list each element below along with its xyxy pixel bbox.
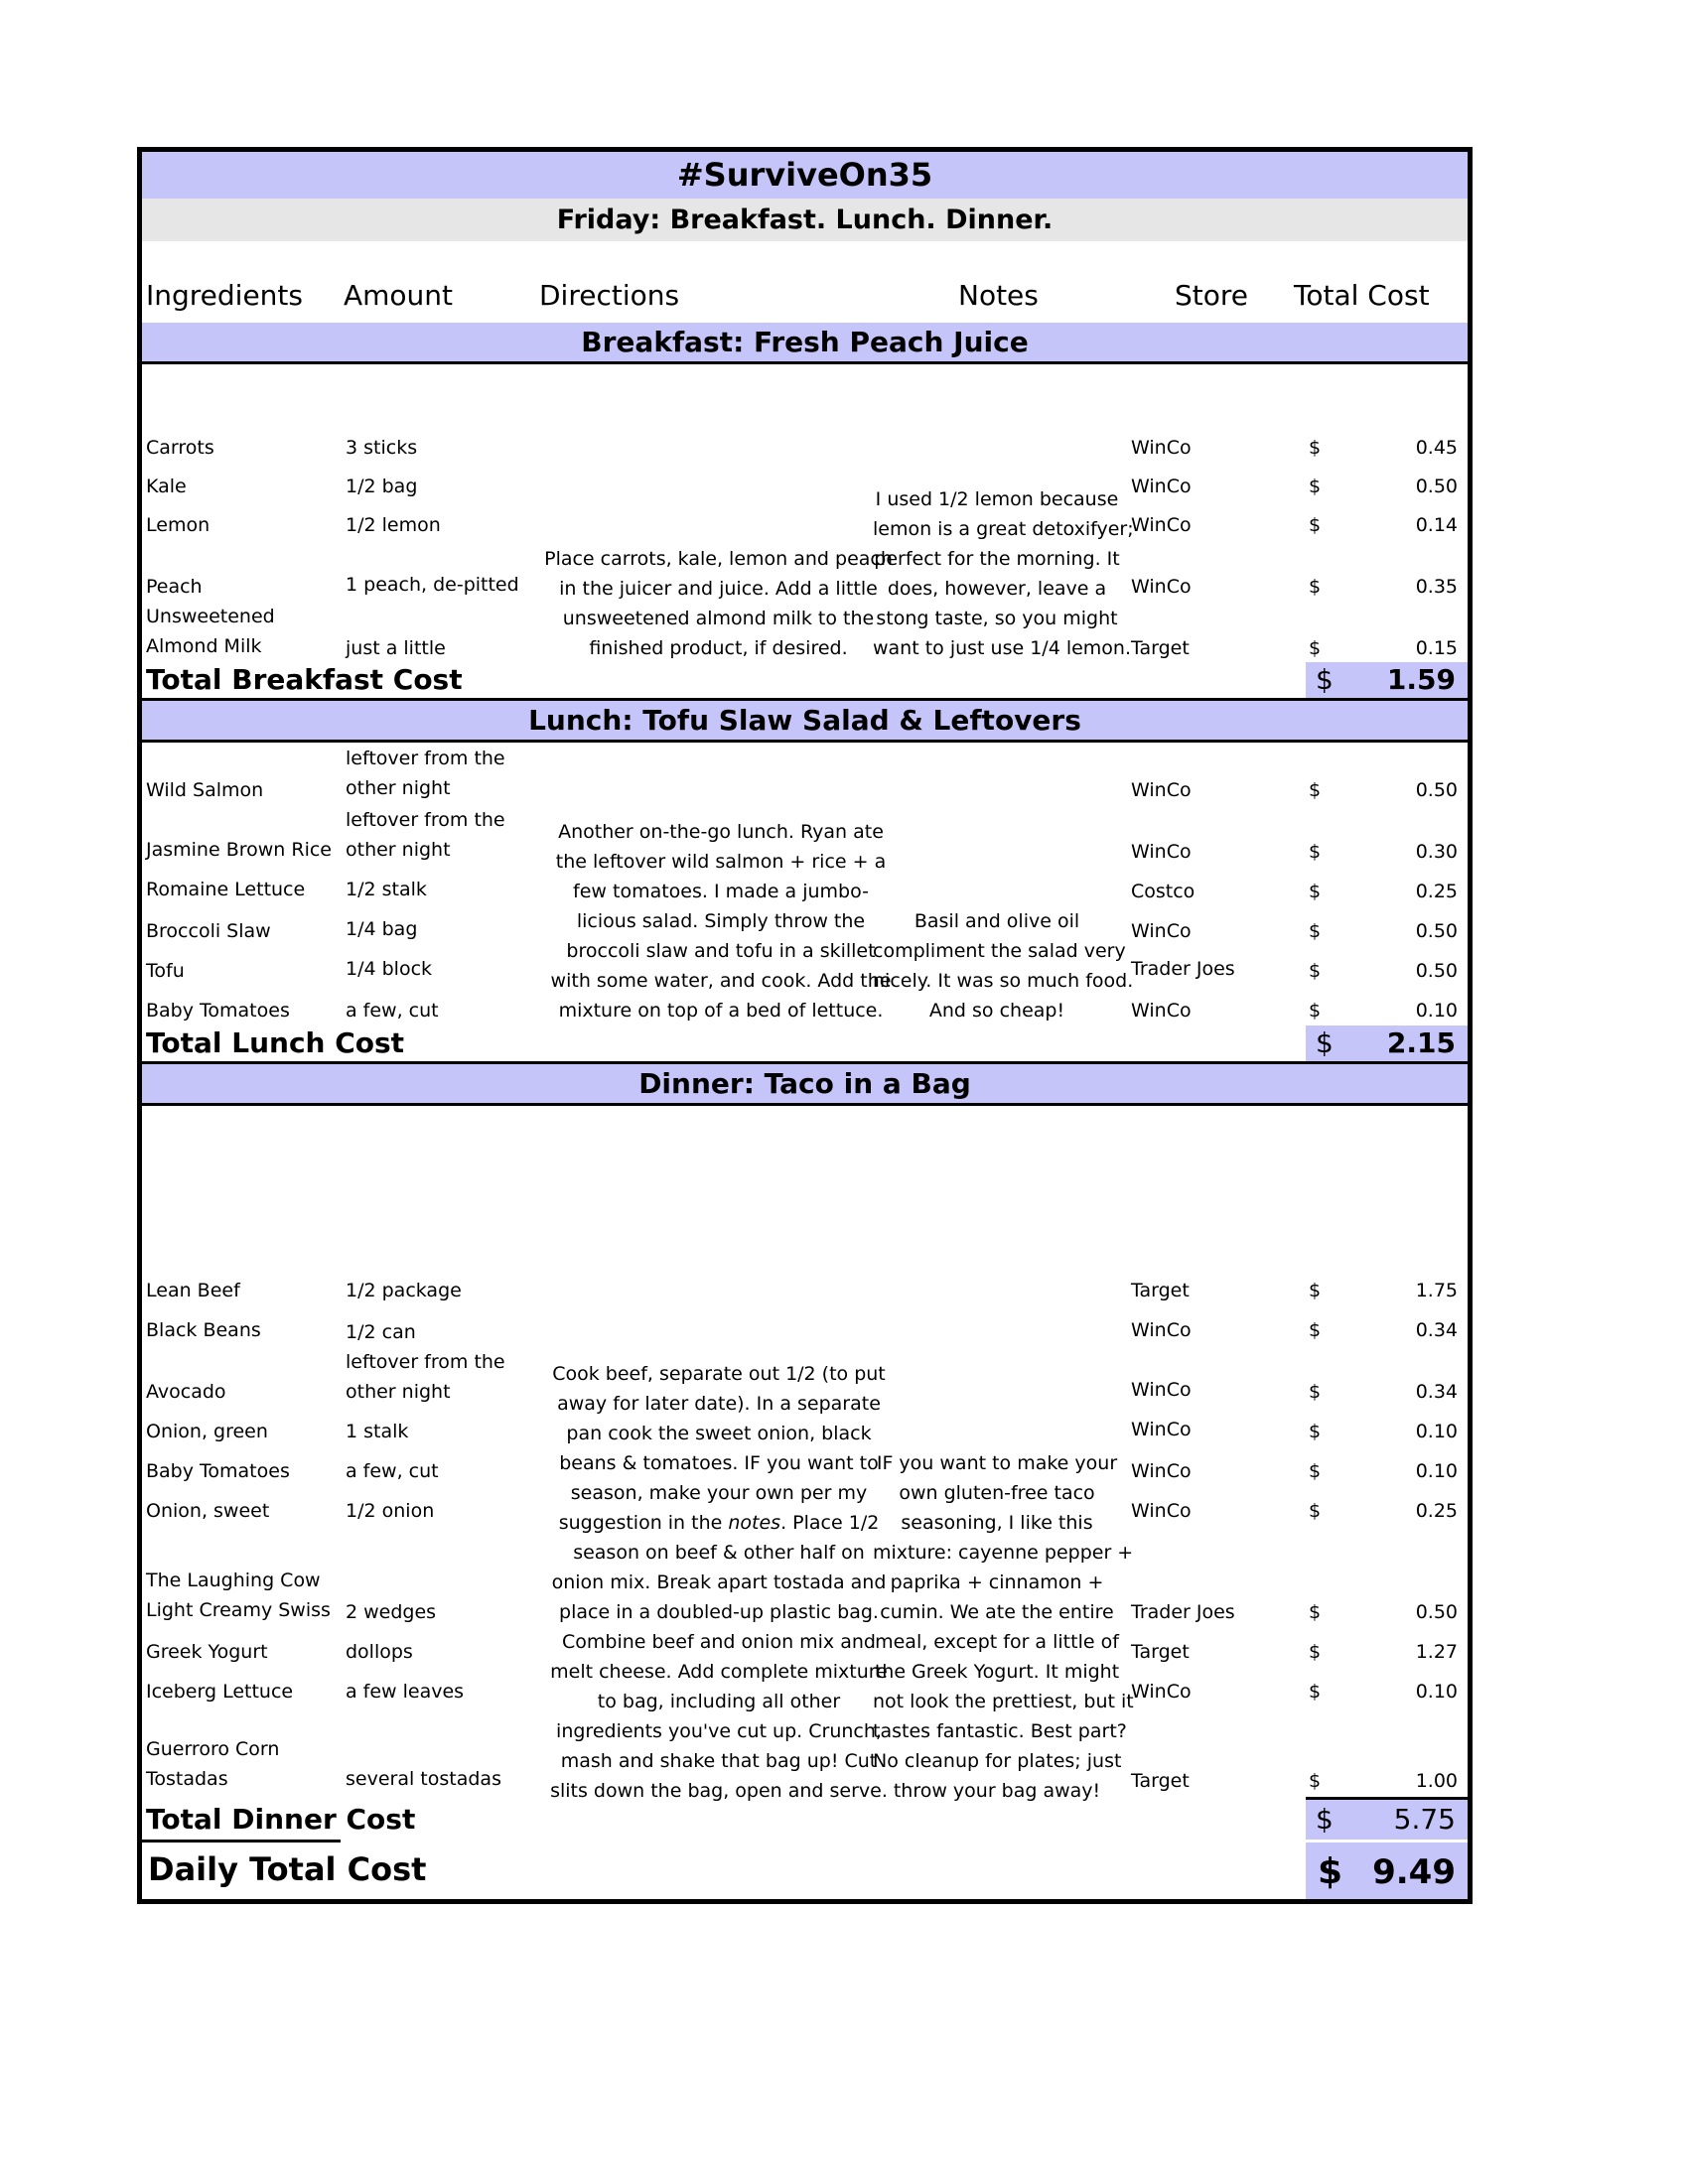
notes-line: lemon is a great detoxifyer;: [873, 518, 1134, 540]
currency-cell: $: [1309, 779, 1322, 801]
cost-cell: 0.25: [1415, 1500, 1458, 1522]
currency-cell: $: [1309, 437, 1322, 459]
amount-cell: 1/2 can: [346, 1321, 416, 1343]
cost-cell: 0.15: [1415, 637, 1458, 659]
amount-cell: leftover from the: [346, 809, 505, 831]
currency-cell: $: [1309, 637, 1322, 659]
ingredient-cell: Kale: [146, 476, 187, 497]
amount-cell: a few, cut: [346, 1000, 439, 1022]
dinner-directions: [539, 1359, 899, 1806]
lunch-total-label: Total Lunch Cost: [146, 1026, 405, 1059]
ingredient-cell: Wild Salmon: [146, 779, 264, 801]
ingredient-cell: Romaine Lettuce: [146, 879, 306, 900]
store-cell: Trader Joes: [1131, 958, 1235, 980]
currency-cell: $: [1309, 1280, 1322, 1301]
notes-line: tastes fantastic. Best part?: [873, 1720, 1127, 1742]
notes-line: want to just use 1/4 lemon.: [873, 637, 1132, 659]
cost-cell: 1.75: [1415, 1280, 1458, 1301]
currency-cell: $: [1309, 1770, 1322, 1792]
notes-line: perfect for the morning. It: [874, 548, 1120, 570]
directions-line: Cook beef, separate out 1/2 (to put: [552, 1363, 886, 1385]
currency-symbol: $: [1318, 1851, 1343, 1892]
ingredient-cell: Baby Tomatoes: [146, 1460, 290, 1482]
store-cell: WinCo: [1131, 514, 1192, 536]
cost-cell: 0.50: [1415, 960, 1458, 982]
store-cell: WinCo: [1131, 841, 1192, 863]
directions-line: slits down the bag, open and serve.: [550, 1780, 888, 1802]
directions-line: beans & tomatoes. IF you want to: [559, 1452, 879, 1474]
directions-line: ingredients you've cut up. Crunch,: [556, 1720, 882, 1742]
amount-cell: leftover from the: [346, 1351, 505, 1373]
notes-line: throw your bag away!: [893, 1780, 1101, 1802]
notes-line: compliment the salad very: [873, 940, 1126, 962]
store-cell: WinCo: [1131, 1681, 1192, 1703]
notes-line: not look the prettiest, but it: [873, 1691, 1134, 1712]
store-cell: Trader Joes: [1131, 1601, 1235, 1623]
store-cell: WinCo: [1131, 1500, 1192, 1522]
cost-cell: 0.30: [1415, 841, 1458, 863]
amount-cell-line2: other night: [346, 777, 451, 799]
store-cell: WinCo: [1131, 1419, 1192, 1440]
directions-line: mixture on top of a bed of lettuce.: [558, 1000, 884, 1022]
store-cell: WinCo: [1131, 476, 1192, 497]
ingredient-cell: Peach: [146, 576, 203, 598]
directions-line: in the juicer and juice. Add a little: [559, 578, 878, 600]
currency-cell: $: [1309, 920, 1322, 942]
currency-cell: $: [1309, 881, 1322, 902]
divider: [142, 740, 1468, 743]
dinner-heading-band: [142, 1064, 1468, 1104]
currency-symbol: $: [1316, 663, 1334, 696]
breakfast-total-label: Total Breakfast Cost: [146, 663, 463, 696]
currency-cell: $: [1309, 1601, 1322, 1623]
notes-line: No cleanup for plates; just: [873, 1750, 1122, 1772]
amount-cell: a few leaves: [346, 1681, 465, 1703]
ingredient-cell: Guerroro Corn: [146, 1738, 280, 1760]
breakfast-directions: [537, 544, 900, 663]
notes-line: own gluten-free taco: [899, 1482, 1095, 1504]
directions-line: [539, 1508, 899, 1538]
notes-line: stong taste, so you might: [876, 608, 1118, 629]
notes-line: seasoning, I like this: [901, 1512, 1093, 1534]
currency-cell: $: [1309, 1421, 1322, 1442]
notes-line: IF you want to make your: [876, 1452, 1118, 1474]
daily-total-label: Daily Total Cost: [148, 1850, 427, 1888]
cost-cell: 1.27: [1415, 1641, 1458, 1663]
page-title: #SurviveOn35: [676, 156, 933, 194]
store-cell: WinCo: [1131, 437, 1192, 459]
store-cell: WinCo: [1131, 1319, 1192, 1341]
cost-cell: 0.50: [1415, 476, 1458, 497]
store-cell: WinCo: [1131, 1000, 1192, 1022]
currency-cell: $: [1309, 960, 1322, 982]
cost-cell: 0.10: [1415, 1681, 1458, 1703]
breakfast-heading-band: [142, 323, 1468, 362]
ingredient-cell: The Laughing Cow: [146, 1570, 321, 1591]
ingredient-cell: Lean Beef: [146, 1280, 240, 1301]
amount-cell: 1 peach, de-pitted: [346, 574, 519, 596]
currency-cell: $: [1309, 1641, 1322, 1663]
store-cell: WinCo: [1131, 920, 1192, 942]
notes-line: does, however, leave a: [887, 578, 1107, 600]
directions-line: broccoli slaw and tofu in a skillet: [566, 940, 876, 962]
amount-cell-line2: other night: [346, 839, 451, 861]
ingredient-cell: Onion, green: [146, 1421, 268, 1442]
store-cell: WinCo: [1131, 576, 1192, 598]
store-cell: Target: [1131, 1770, 1190, 1792]
col-ingredients: Ingredients: [146, 279, 303, 312]
page-subtitle: Friday: Breakfast. Lunch. Dinner.: [556, 205, 1054, 235]
ingredient-cell: Unsweetened: [146, 606, 275, 627]
lunch-total-value: 2.15: [1386, 1026, 1456, 1059]
ingredient-cell: Lemon: [146, 514, 211, 536]
title-band: [142, 152, 1468, 199]
directions-line: pan cook the sweet onion, black: [566, 1423, 872, 1444]
directions-line: Another on-the-go lunch. Ryan ate: [558, 821, 884, 843]
currency-cell: $: [1309, 576, 1322, 598]
amount-cell: 1/2 bag: [346, 476, 418, 497]
directions-line: with some water, and cook. Add the: [550, 970, 892, 992]
amount-cell: 2 wedges: [346, 1601, 437, 1623]
cost-cell: 0.50: [1415, 920, 1458, 942]
cost-cell: 0.50: [1415, 779, 1458, 801]
directions-text: . Place 1/2: [780, 1512, 880, 1534]
lunch-total-box: [1306, 1025, 1468, 1061]
divider: [142, 1103, 1468, 1106]
amount-cell: a few, cut: [346, 1460, 439, 1482]
amount-cell: 1/2 package: [346, 1280, 462, 1301]
store-cell: WinCo: [1131, 1379, 1192, 1401]
store-cell: Target: [1131, 1641, 1190, 1663]
amount-cell: leftover from the: [346, 748, 505, 769]
directions-line: Place carrots, kale, lemon and peach: [544, 548, 893, 570]
notes-line: And so cheap!: [928, 1000, 1065, 1022]
cost-cell: 0.10: [1415, 1000, 1458, 1022]
divider: [142, 361, 1468, 364]
dinner-total-box: [1306, 1800, 1468, 1840]
directions-line: to bag, including all other: [597, 1691, 841, 1712]
directions-line: melt cheese. Add complete mixture: [550, 1661, 888, 1683]
breakfast-heading: Breakfast: Fresh Peach Juice: [581, 326, 1029, 358]
lunch-heading-band: [142, 701, 1468, 741]
directions-text: suggestion in the: [558, 1512, 723, 1534]
amount-cell: several tostadas: [346, 1768, 501, 1790]
meal-plan-sheet: [137, 147, 1473, 1904]
directions-line: mash and shake that bag up! Cut: [560, 1750, 878, 1772]
lunch-directions: [537, 817, 905, 1025]
currency-cell: $: [1309, 1381, 1322, 1403]
ingredient-cell: Avocado: [146, 1381, 226, 1403]
ingredient-cell: Baby Tomatoes: [146, 1000, 290, 1022]
currency-symbol: $: [1316, 1803, 1334, 1836]
amount-cell: 1 stalk: [346, 1421, 409, 1442]
col-notes: Notes: [958, 279, 1039, 312]
amount-cell: dollops: [346, 1641, 413, 1663]
directions-line: place in a doubled-up plastic bag.: [559, 1601, 879, 1623]
dinner-heading: Dinner: Taco in a Bag: [638, 1067, 971, 1100]
amount-cell: 3 sticks: [346, 437, 418, 459]
notes-line: meal, except for a little of: [875, 1631, 1119, 1653]
directions-line: finished product, if desired.: [589, 637, 848, 659]
cost-cell: 1.00: [1415, 1770, 1458, 1792]
col-directions: Directions: [539, 279, 680, 312]
directions-line: Combine beef and onion mix and: [562, 1631, 876, 1653]
amount-cell: 1/2 stalk: [346, 879, 427, 900]
store-cell: Target: [1131, 1280, 1190, 1301]
daily-total-box: [1306, 1843, 1468, 1899]
col-total-cost: Total Cost: [1294, 279, 1430, 312]
lunch-notes: [873, 906, 1134, 1025]
store-cell: WinCo: [1131, 1460, 1192, 1482]
directions-emphasis: notes: [728, 1512, 781, 1534]
currency-cell: $: [1309, 514, 1322, 536]
ingredient-cell-line2: Almond Milk: [146, 635, 262, 657]
col-store: Store: [1175, 279, 1249, 312]
lunch-heading: Lunch: Tofu Slaw Salad & Leftovers: [528, 704, 1081, 737]
ingredient-cell: Carrots: [146, 437, 214, 459]
ingredient-cell: Broccoli Slaw: [146, 920, 271, 942]
ingredient-cell-line2: Light Creamy Swiss: [146, 1599, 331, 1621]
amount-cell: 1/2 lemon: [346, 514, 441, 536]
currency-cell: $: [1309, 476, 1322, 497]
directions-line: away for later date). In a separate: [557, 1393, 881, 1415]
currency-cell: $: [1309, 1000, 1322, 1022]
notes-line: nicely. It was so much food.: [873, 970, 1134, 992]
amount-cell-line2: other night: [346, 1381, 451, 1403]
store-cell: Costco: [1131, 881, 1196, 902]
currency-cell: $: [1309, 1681, 1322, 1703]
currency-cell: $: [1309, 1500, 1322, 1522]
ingredient-cell: Tofu: [146, 960, 185, 982]
notes-line: the Greek Yogurt. It might: [874, 1661, 1120, 1683]
cost-cell: 0.45: [1415, 437, 1458, 459]
directions-line: few tomatoes. I made a jumbo-: [573, 881, 869, 902]
cost-cell: 0.25: [1415, 881, 1458, 902]
notes-line: paprika + cinnamon +: [890, 1571, 1104, 1593]
breakfast-total-box: [1306, 662, 1468, 698]
currency-cell: $: [1309, 841, 1322, 863]
directions-line: licious salad. Simply throw the: [576, 910, 866, 932]
col-amount: Amount: [344, 279, 454, 312]
amount-cell: 1/4 bag: [346, 918, 418, 940]
cost-cell: 0.50: [1415, 1601, 1458, 1623]
amount-cell: 1/2 onion: [346, 1500, 435, 1522]
dinner-notes: [873, 1448, 1134, 1806]
directions-line: season on beef & other half on: [573, 1542, 865, 1564]
ingredient-cell: Greek Yogurt: [146, 1641, 268, 1663]
notes-line: I used 1/2 lemon because: [875, 488, 1119, 510]
divider: [142, 1840, 341, 1843]
cost-cell: 0.35: [1415, 576, 1458, 598]
amount-cell: just a little: [346, 637, 446, 659]
ingredient-cell: Onion, sweet: [146, 1500, 270, 1522]
daily-total-value: 9.49: [1372, 1852, 1456, 1892]
cost-cell: 0.34: [1415, 1381, 1458, 1403]
cost-cell: 0.34: [1415, 1319, 1458, 1341]
directions-line: the leftover wild salmon + rice + a: [555, 851, 887, 873]
currency-cell: $: [1309, 1319, 1322, 1341]
dinner-total-value: 5.75: [1393, 1803, 1456, 1836]
store-cell: WinCo: [1131, 779, 1192, 801]
ingredient-cell: Iceberg Lettuce: [146, 1681, 294, 1703]
cost-cell: 0.14: [1415, 514, 1458, 536]
cost-cell: 0.10: [1415, 1460, 1458, 1482]
breakfast-notes: [873, 484, 1134, 663]
currency-cell: $: [1309, 1460, 1322, 1482]
notes-line: Basil and olive oil: [914, 910, 1080, 932]
breakfast-total-value: 1.59: [1386, 663, 1456, 696]
subtitle-band: [142, 199, 1468, 241]
dinner-total-label: Total Dinner Cost: [146, 1803, 416, 1836]
ingredient-cell: Black Beans: [146, 1319, 261, 1341]
directions-line: season, make your own per my: [570, 1482, 868, 1504]
directions-line: unsweetened almond milk to the: [562, 608, 875, 629]
notes-line: cumin. We ate the entire: [880, 1601, 1114, 1623]
store-cell: Target: [1131, 637, 1190, 659]
cost-cell: 0.10: [1415, 1421, 1458, 1442]
currency-symbol: $: [1316, 1026, 1334, 1059]
directions-line: onion mix. Break apart tostada and: [551, 1571, 887, 1593]
notes-line: mixture: cayenne pepper +: [873, 1542, 1134, 1564]
ingredient-cell-line2: Tostadas: [146, 1768, 228, 1790]
ingredient-cell: Jasmine Brown Rice: [146, 839, 332, 861]
amount-cell: 1/4 block: [346, 958, 433, 980]
